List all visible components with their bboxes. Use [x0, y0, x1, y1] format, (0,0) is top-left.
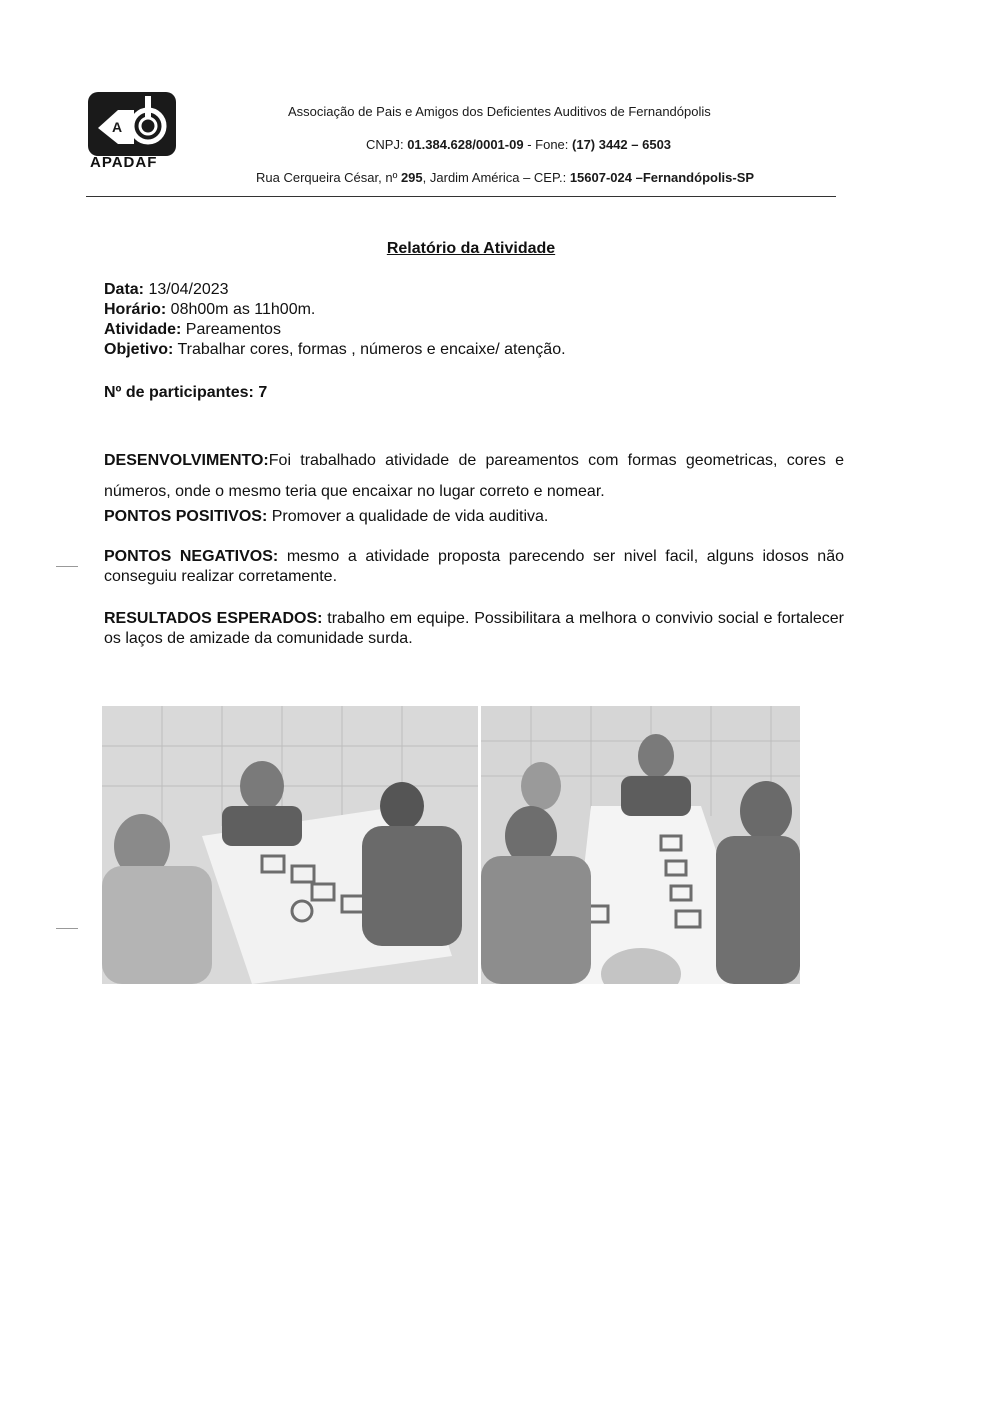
activity-photo-left — [102, 706, 478, 984]
results-label: RESULTADOS ESPERADOS: — [104, 610, 323, 627]
positive-label: PONTOS POSITIVOS: — [104, 508, 268, 525]
org-contact — [366, 137, 671, 152]
objective-value: Trabalhar cores, formas , números e encaixe/ atenção. — [173, 341, 566, 358]
header-divider — [86, 196, 836, 197]
time-line — [104, 301, 315, 319]
time-value: 08h00m as 11h00m. — [166, 301, 316, 318]
positive-text: Promover a qualidade de vida auditiva. — [267, 508, 549, 525]
address-cep: 15607-024 –Fernandópolis-SP — [569, 170, 755, 185]
negative-label: PONTOS NEGATIVOS: — [104, 548, 279, 565]
date-value: 13/04/2023 — [144, 281, 229, 298]
address-number: 295 — [400, 170, 423, 185]
results-text: trabalho em equipe. Possibilitara a melhora o convivio social e fortalecer os laços de amizade da comunidade surda. — [104, 610, 844, 647]
cnpj-value: 01.384.628/0001-09 — [407, 137, 524, 152]
apadaf-logo — [88, 92, 180, 172]
participants-label: Nº de participantes: 7 — [104, 384, 268, 401]
negative-section — [104, 547, 844, 587]
objective-line — [104, 341, 566, 359]
ear-icon — [88, 92, 176, 156]
report-title — [0, 240, 942, 258]
date-line — [104, 281, 229, 299]
activity-label: Atividade: — [104, 321, 182, 338]
report-title-text: Relatório da Atividade — [386, 240, 556, 257]
org-name: Associação de Pais e Amigos dos Deficientes Auditivos de Fernandópolis — [288, 104, 711, 119]
date-label: Data: — [104, 281, 145, 298]
activity-photo-right — [481, 706, 800, 984]
negative-text: mesmo a atividade proposta parecendo ser nivel facil, alguns idosos não conseguiu realizar corretamente. — [104, 548, 844, 585]
logo-wordmark: APADAF — [90, 154, 158, 171]
address-mid: , Jardim América – CEP.: — [422, 170, 567, 185]
org-address — [256, 170, 754, 185]
phone-label: - Fone: — [527, 137, 569, 152]
logo-emblem — [88, 92, 176, 156]
scan-mark — [56, 566, 78, 567]
scan-mark — [56, 928, 78, 929]
development-label: DESENVOLVIMENTO: — [104, 452, 269, 469]
photo-right-scene — [481, 706, 800, 984]
results-section — [104, 609, 844, 649]
time-label: Horário: — [104, 301, 167, 318]
development-text: Foi trabalhado atividade de pareamentos com formas geometricas, cores e números, onde o mesmo teria que encaixar no lugar correto e nomear. — [104, 452, 844, 500]
activity-value: Pareamentos — [181, 321, 281, 338]
photo-left-scene — [102, 706, 478, 984]
activity-line — [104, 321, 281, 339]
phone-value: (17) 3442 – 6503 — [572, 137, 672, 152]
objective-label: Objetivo: — [104, 341, 174, 358]
cnpj-label: CNPJ: — [366, 137, 404, 152]
svg-text:A: A — [112, 119, 123, 135]
development-section — [104, 445, 844, 507]
positive-section — [104, 507, 844, 527]
participants-line — [104, 384, 267, 402]
address-prefix: Rua Cerqueira César, nº — [256, 170, 398, 185]
